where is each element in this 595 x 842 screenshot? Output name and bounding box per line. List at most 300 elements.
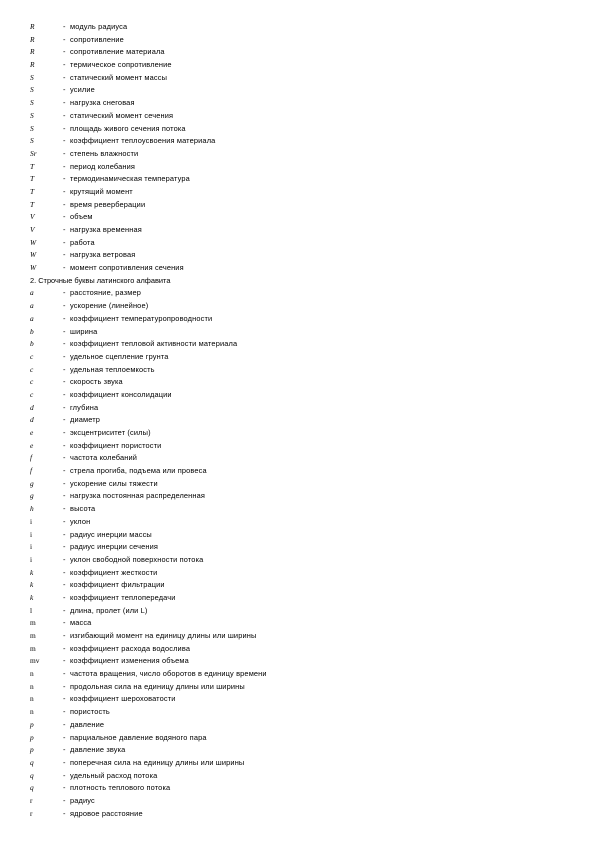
symbol-description xyxy=(63,21,127,34)
dash: - xyxy=(63,478,66,488)
description-text: масса xyxy=(70,618,92,628)
list-item xyxy=(30,605,570,618)
symbol-description xyxy=(63,186,133,199)
description-text: сопротивление материала xyxy=(70,47,165,57)
list-item xyxy=(30,249,570,262)
symbol-description xyxy=(63,592,176,605)
list-item xyxy=(30,719,570,732)
description-text: скорость звука xyxy=(70,377,123,387)
symbol: d xyxy=(30,415,34,425)
symbol-description xyxy=(63,59,172,72)
symbol: S xyxy=(30,98,34,108)
list-item xyxy=(30,668,570,681)
symbol-description xyxy=(63,326,97,339)
dash: - xyxy=(63,440,66,450)
list-item xyxy=(30,808,570,821)
dash: - xyxy=(63,402,66,412)
description-text: частота вращения, число оборотов в единицу времени xyxy=(70,669,267,679)
symbol: k xyxy=(30,592,34,602)
description-text: ускорение силы тяжести xyxy=(70,478,158,488)
symbol-list xyxy=(30,21,570,820)
list-item xyxy=(30,465,570,478)
symbol-description xyxy=(63,84,95,97)
description-text: удельный расход потока xyxy=(70,770,158,780)
list-item xyxy=(30,326,570,339)
list-item xyxy=(30,46,570,59)
symbol: p xyxy=(30,732,34,742)
symbol: S xyxy=(30,72,34,82)
description-text: коэффициент изменения объема xyxy=(70,656,189,666)
list-item xyxy=(30,490,570,503)
description-text: эксцентриситет (силы) xyxy=(70,428,151,437)
description-text: коэффициент консолидации xyxy=(70,389,172,399)
symbol: b xyxy=(30,339,34,349)
symbol: d xyxy=(30,402,34,412)
description-text: работа xyxy=(70,237,95,247)
description-text: плотность теплового потока xyxy=(70,783,171,793)
dash: - xyxy=(63,669,66,679)
symbol: c xyxy=(30,377,34,387)
dash: - xyxy=(63,339,66,349)
symbol: g xyxy=(30,478,34,488)
symbol: p xyxy=(30,745,34,755)
description-text: изгибающий момент на единицу длины или ширины xyxy=(70,631,257,640)
symbol: k xyxy=(30,580,34,590)
symbol-description xyxy=(63,643,190,656)
dash: - xyxy=(63,808,66,818)
symbol: T xyxy=(30,174,35,184)
description-text: ядровое расстояние xyxy=(70,808,143,818)
symbol: W xyxy=(30,237,37,247)
symbol: f xyxy=(30,466,33,476)
symbol: R xyxy=(30,47,35,57)
description-text: коэффициент жесткости xyxy=(70,567,158,577)
symbol-description xyxy=(63,617,91,630)
symbol-description xyxy=(63,782,170,795)
list-item xyxy=(30,211,570,224)
dash: - xyxy=(63,453,66,463)
symbol-description xyxy=(63,211,93,224)
description-text: модуль радиуса xyxy=(70,22,128,31)
symbol-description xyxy=(63,414,100,427)
list-item xyxy=(30,313,570,326)
list-item xyxy=(30,84,570,97)
symbol-description xyxy=(63,338,237,351)
dash: - xyxy=(63,161,66,171)
description-text: длина, пролет (или L) xyxy=(70,605,148,615)
list-item xyxy=(30,364,570,377)
list-item xyxy=(30,351,570,364)
list-item xyxy=(30,592,570,605)
symbol-description xyxy=(63,490,205,503)
symbol-description xyxy=(63,478,158,491)
dash: - xyxy=(63,504,66,514)
description-text: коэффициент температуропроводности xyxy=(70,313,213,323)
symbol-description xyxy=(63,681,245,694)
list-item xyxy=(30,389,570,402)
description-text: статический момент массы xyxy=(70,72,168,82)
symbol-description xyxy=(63,34,124,47)
symbol: R xyxy=(30,34,35,44)
description-text: коэффициент тепловой активности материала xyxy=(70,339,238,349)
symbol-description xyxy=(63,668,267,681)
symbol-description xyxy=(63,97,135,110)
symbol: V xyxy=(30,212,35,222)
description-text: статический момент сечения xyxy=(70,110,174,120)
symbol: R xyxy=(30,22,35,31)
symbol-description xyxy=(63,46,165,59)
dash: - xyxy=(63,618,66,628)
description-text: степень влажности xyxy=(70,148,139,158)
list-item xyxy=(30,503,570,516)
dash: - xyxy=(63,466,66,476)
list-item xyxy=(30,376,570,389)
list-item xyxy=(30,452,570,465)
dash: - xyxy=(63,580,66,590)
description-text: термическое сопротивление xyxy=(70,60,172,70)
dash: - xyxy=(63,351,66,361)
dash: - xyxy=(63,707,66,717)
list-item xyxy=(30,744,570,757)
symbol: q xyxy=(30,783,34,793)
description-text: нагрузка ветровая xyxy=(70,250,136,260)
dash: - xyxy=(63,719,66,729)
list-item xyxy=(30,782,570,795)
symbol: Sr xyxy=(30,148,37,158)
description-text: коэффициент теплоусвоения материала xyxy=(70,136,216,146)
list-item xyxy=(30,706,570,719)
symbol: c xyxy=(30,351,34,361)
list-item xyxy=(30,161,570,174)
symbol: W xyxy=(30,250,37,260)
dash: - xyxy=(63,694,66,704)
symbol: e xyxy=(30,440,34,450)
dash: - xyxy=(63,301,66,311)
list-item xyxy=(30,693,570,706)
symbol-description xyxy=(63,262,184,275)
symbol: S xyxy=(30,110,34,120)
dash: - xyxy=(63,98,66,108)
symbol: i xyxy=(30,529,33,539)
dash: - xyxy=(63,732,66,742)
symbol-description xyxy=(63,541,158,554)
symbol-description xyxy=(63,630,256,643)
description-text: глубина xyxy=(70,402,99,412)
description-text: коэффициент шероховатости xyxy=(70,694,176,704)
dash: - xyxy=(63,783,66,793)
list-item xyxy=(30,97,570,110)
description-text: момент сопротивления сечения xyxy=(70,263,184,273)
symbol-description xyxy=(63,452,137,465)
dash: - xyxy=(63,60,66,70)
description-text: поперечная сила на единицу длины или ширины xyxy=(70,757,245,767)
symbol-description xyxy=(63,440,161,453)
description-text: ускорение (линейное) xyxy=(70,301,149,311)
list-item xyxy=(30,224,570,237)
description-text: давление звука xyxy=(70,745,126,755)
symbol-description xyxy=(63,732,207,745)
symbol: S xyxy=(30,136,34,146)
dash: - xyxy=(63,529,66,539)
symbol: g xyxy=(30,491,34,501)
dash: - xyxy=(63,225,66,234)
symbol: n xyxy=(30,707,34,717)
symbol: m xyxy=(30,643,36,653)
list-item xyxy=(30,287,570,300)
symbol-description xyxy=(63,795,95,808)
symbol: a xyxy=(30,313,34,323)
symbol: q xyxy=(30,757,34,767)
description-text: объем xyxy=(70,212,93,222)
list-item xyxy=(30,237,570,250)
symbol: n xyxy=(30,694,34,704)
dash: - xyxy=(63,326,66,336)
symbol: p xyxy=(30,719,34,729)
symbol: S xyxy=(30,123,34,133)
symbol: b xyxy=(30,326,34,336)
symbol-description xyxy=(63,300,148,313)
description-text: уклон свободной поверхности потока xyxy=(70,554,204,564)
symbol: r xyxy=(30,808,33,818)
description-text: площадь живого сечения потока xyxy=(70,123,186,133)
description-text: парциальное давление водяного пара xyxy=(70,732,207,742)
list-item xyxy=(30,427,570,440)
dash: - xyxy=(63,174,66,184)
dash: - xyxy=(63,123,66,133)
description-text: радиус инерции сечения xyxy=(70,542,159,552)
description-text: ширина xyxy=(70,326,98,336)
symbol-description xyxy=(63,655,189,668)
description-text: коэффициент расхода водослива xyxy=(70,643,191,653)
dash: - xyxy=(63,631,66,640)
symbol-description xyxy=(63,123,186,136)
symbol: f xyxy=(30,453,33,463)
description-text: высота xyxy=(70,504,96,514)
symbol-description xyxy=(63,173,190,186)
list-item xyxy=(30,732,570,745)
description-text: время реверберации xyxy=(70,199,146,209)
dash: - xyxy=(63,428,66,437)
list-item xyxy=(30,567,570,580)
description-text: частота колебаний xyxy=(70,453,138,463)
dash: - xyxy=(63,605,66,615)
symbol: V xyxy=(30,225,35,234)
list-item xyxy=(30,173,570,186)
list-item xyxy=(30,579,570,592)
list-item xyxy=(30,199,570,212)
symbol: i xyxy=(30,516,33,526)
symbol-description xyxy=(63,427,151,440)
dash: - xyxy=(63,237,66,247)
symbol-description xyxy=(63,135,215,148)
symbol-description xyxy=(63,693,176,706)
description-text: сопротивление xyxy=(70,34,124,44)
list-item xyxy=(30,300,570,313)
description-text: диаметр xyxy=(70,415,101,425)
symbol-description xyxy=(63,719,104,732)
symbol-description xyxy=(63,110,173,123)
dash: - xyxy=(63,643,66,653)
list-item xyxy=(30,148,570,161)
dash: - xyxy=(63,47,66,57)
dash: - xyxy=(63,795,66,805)
list-item xyxy=(30,795,570,808)
dash: - xyxy=(63,745,66,755)
list-item xyxy=(30,529,570,542)
list-item xyxy=(30,770,570,783)
list-item xyxy=(30,655,570,668)
dash: - xyxy=(63,554,66,564)
list-item xyxy=(30,541,570,554)
symbol-description xyxy=(63,402,98,415)
description-text: удельная теплоемкость xyxy=(70,364,155,374)
symbol-description xyxy=(63,503,95,516)
description-text: усилие xyxy=(70,85,95,95)
symbol: n xyxy=(30,669,34,679)
symbol-description xyxy=(63,465,207,478)
symbol: k xyxy=(30,567,34,577)
dash: - xyxy=(63,263,66,273)
description-text: радиус инерции массы xyxy=(70,529,152,539)
description-text: расстояние, размер xyxy=(70,288,141,298)
dash: - xyxy=(63,313,66,323)
symbol-description xyxy=(63,757,244,770)
dash: - xyxy=(63,110,66,120)
dash: - xyxy=(63,34,66,44)
list-item xyxy=(30,72,570,85)
description-text: крутящий момент xyxy=(70,186,133,196)
list-item xyxy=(30,643,570,656)
list-item xyxy=(30,478,570,491)
dash: - xyxy=(63,592,66,602)
description-text: пористость xyxy=(70,707,110,717)
symbol-description xyxy=(63,529,152,542)
description-text: уклон xyxy=(70,516,91,526)
dash: - xyxy=(63,199,66,209)
symbol: m xyxy=(30,631,36,640)
symbol-description xyxy=(63,706,110,719)
symbol-description xyxy=(63,579,165,592)
list-item xyxy=(30,262,570,275)
symbol: q xyxy=(30,770,34,780)
symbol-description xyxy=(63,808,143,821)
symbol-description xyxy=(63,605,148,618)
dash: - xyxy=(63,770,66,780)
symbol-description xyxy=(63,161,135,174)
symbol: n xyxy=(30,681,34,691)
list-item xyxy=(30,440,570,453)
dash: - xyxy=(63,136,66,146)
dash: - xyxy=(63,757,66,767)
list-item xyxy=(30,554,570,567)
symbol-description xyxy=(63,72,167,85)
symbol-description xyxy=(63,249,135,262)
dash: - xyxy=(63,415,66,425)
list-item xyxy=(30,186,570,199)
symbol: m xyxy=(30,618,36,628)
symbol-description xyxy=(63,148,138,161)
symbol: l xyxy=(30,605,33,615)
list-item xyxy=(30,757,570,770)
dash: - xyxy=(63,516,66,526)
symbol-description xyxy=(63,770,157,783)
dash: - xyxy=(63,491,66,501)
dash: - xyxy=(63,681,66,691)
list-item xyxy=(30,59,570,72)
description-text: нагрузка постоянная распределенная xyxy=(70,491,206,501)
description-text: коэффициент теплопередачи xyxy=(70,592,176,602)
list-item xyxy=(30,123,570,136)
dash: - xyxy=(63,288,66,298)
description-text: удельное сцепление грунта xyxy=(70,351,169,361)
description-text: коэффициент пористости xyxy=(70,440,162,450)
symbol-description xyxy=(63,364,155,377)
symbol-description xyxy=(63,516,90,529)
list-item xyxy=(30,630,570,643)
list-item xyxy=(30,338,570,351)
symbol-description xyxy=(63,237,95,250)
list-item xyxy=(30,617,570,630)
description-text: термодинамическая температура xyxy=(70,174,190,184)
dash: - xyxy=(63,389,66,399)
symbol: a xyxy=(30,301,34,311)
list-item xyxy=(30,402,570,415)
description-text: период колебания xyxy=(70,161,136,171)
symbol: h xyxy=(30,504,34,514)
description-text: давление xyxy=(70,719,105,729)
symbol: S xyxy=(30,85,34,95)
dash: - xyxy=(63,186,66,196)
symbol: i xyxy=(30,542,33,552)
list-item xyxy=(30,681,570,694)
symbol: T xyxy=(30,199,35,209)
dash: - xyxy=(63,22,66,31)
description-text: радиус xyxy=(70,795,95,805)
list-item xyxy=(30,110,570,123)
symbol: c xyxy=(30,389,34,399)
list-item xyxy=(30,516,570,529)
symbol: W xyxy=(30,263,37,273)
symbol: T xyxy=(30,186,35,196)
description-text: нагрузка временная xyxy=(70,225,142,234)
symbol: T xyxy=(30,161,35,171)
section-heading: 2. Строчные буквы латинского алфавита xyxy=(30,275,171,285)
symbol: i xyxy=(30,554,33,564)
description-text: коэффициент фильтрации xyxy=(70,580,165,590)
dash: - xyxy=(63,85,66,95)
description-text: продольная сила на единицу длины или ширины xyxy=(70,681,245,691)
dash: - xyxy=(63,656,66,666)
symbol: mv xyxy=(30,656,40,666)
symbol-description xyxy=(63,313,212,326)
dash: - xyxy=(63,250,66,260)
description-text: стрела прогиба, подъема или провеса xyxy=(70,466,207,476)
symbol-description xyxy=(63,351,169,364)
symbol: e xyxy=(30,428,34,437)
symbol: a xyxy=(30,288,34,298)
list-item xyxy=(30,34,570,47)
dash: - xyxy=(63,567,66,577)
list-item xyxy=(30,135,570,148)
dash: - xyxy=(63,377,66,387)
symbol-description xyxy=(63,567,157,580)
symbol-description xyxy=(63,287,141,300)
symbol-description xyxy=(63,554,203,567)
symbol-description xyxy=(63,199,145,212)
dash: - xyxy=(63,212,66,222)
dash: - xyxy=(63,364,66,374)
list-item xyxy=(30,414,570,427)
